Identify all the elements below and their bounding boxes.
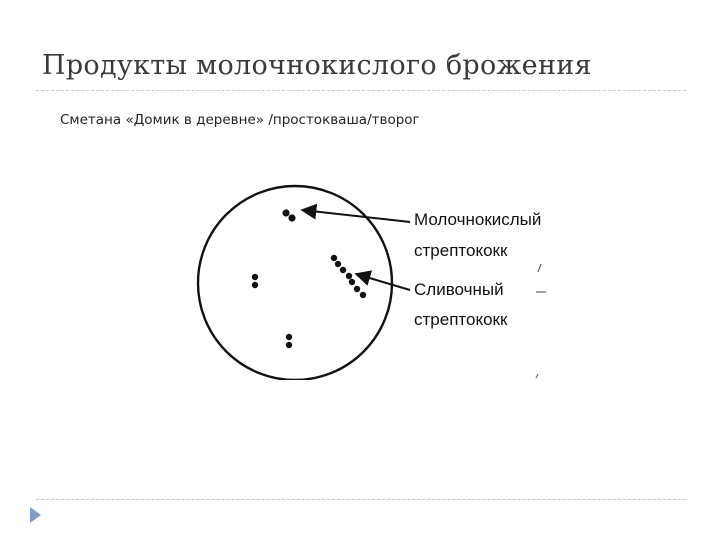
diplococcus-bottom bbox=[286, 334, 292, 348]
slide-title: Продукты молочнокислого брожения bbox=[42, 50, 592, 81]
footer-divider bbox=[36, 499, 686, 500]
lactic-label-line2: стрептококк bbox=[414, 241, 508, 260]
lactic-pointer-arrow bbox=[302, 210, 410, 222]
cream-label-line1: Сливочный bbox=[414, 280, 504, 299]
cream-label-line2: стрептококк bbox=[414, 310, 508, 329]
slide-subtitle: Сметана «Домик в деревне» /простокваша/творог bbox=[60, 112, 420, 128]
field-of-view-circle bbox=[198, 186, 392, 380]
lactic-streptococcus-cells bbox=[282, 209, 295, 221]
cream-pointer-arrow bbox=[356, 274, 410, 290]
slide-nav-arrow-icon bbox=[30, 507, 41, 523]
lactic-label-line1: Молочнокислый bbox=[414, 210, 542, 229]
cropped-edge-marks bbox=[536, 264, 546, 378]
cream-streptococcus-chain bbox=[331, 255, 366, 298]
diplococcus-left bbox=[252, 274, 258, 288]
